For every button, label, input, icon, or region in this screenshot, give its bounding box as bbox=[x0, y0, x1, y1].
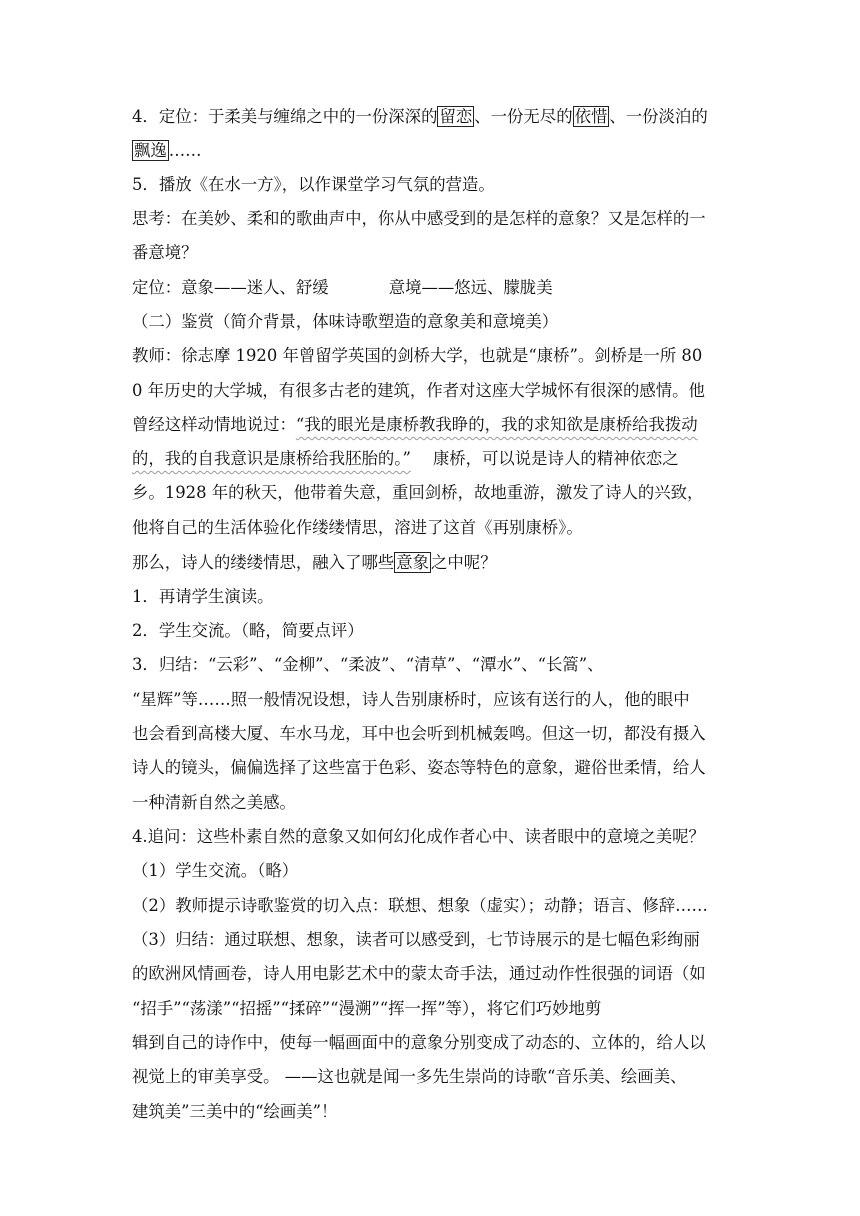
text-line-3: 5．播放《在水一方》，以作课堂学习气氛的营造。 bbox=[132, 175, 495, 194]
boxed-keyword: 留恋 bbox=[439, 107, 473, 126]
text-line-10 bbox=[132, 415, 698, 437]
text-line-17: 3．归结：“云彩”、“金柳”、“柔波”、“清草”、“潭水”、“长篙”、 bbox=[132, 655, 604, 674]
text-line-16: 2．学生交流。（略，简要点评） bbox=[132, 621, 364, 640]
text-line-6 bbox=[132, 278, 553, 300]
text-line-15: 1．再请学生演读。 bbox=[132, 587, 274, 606]
text-line-28: 辑到自己的诗作中，使每一幅画面中的意象分别变成了动态的、立体的，给人以 bbox=[132, 1033, 706, 1052]
text-line-30: 建筑美”三美中的“绘画美”！ bbox=[132, 1102, 338, 1121]
text-line-8: 教师：徐志摩 1920 年曾留学英国的剑桥大学，也就是“康桥”。剑桥是一所 80 bbox=[132, 346, 703, 365]
text-segment: 曾经这样动情地说过： bbox=[132, 415, 296, 434]
text-line-20: 诗人的镜头，偏偏选择了这些富于色彩、姿态等特色的意象，避俗世柔情，给人 bbox=[132, 758, 706, 777]
text-line-21: 一种清新自然之美感。 bbox=[132, 793, 296, 812]
text-segment: 4．定位：于柔美与缠绵之中的一份深深的 bbox=[132, 107, 438, 126]
text-line-1 bbox=[132, 106, 708, 128]
text-line-9: 0 年历史的大学城，有很多古老的建筑，作者对这座大学城怀有很深的感情。他 bbox=[132, 381, 705, 400]
text-line-5: 番意境？ bbox=[132, 243, 198, 262]
text-line-29: 视觉上的审美享受。 ——这也就是闻一多先生崇尚的诗歌“音乐美、绘画美、 bbox=[132, 1067, 687, 1086]
text-line-4: 思考：在美妙、柔和的歌曲声中，你从中感受到的是怎样的意象？又是怎样的一 bbox=[132, 209, 706, 228]
text-line-27: “招手”“荡漾”“招摇”“揉碎”“漫溯”“挥一挥”等），将它们巧妙地剪 bbox=[132, 999, 602, 1018]
text-line-25: （3）归结：通过联想、想象，读者可以感受到，七节诗展示的是七幅色彩绚丽 bbox=[132, 930, 700, 949]
text-line-23: （1）学生交流。（略） bbox=[132, 861, 299, 880]
text-line-11 bbox=[132, 449, 679, 471]
text-line-12: 乡。1928 年的秋天，他带着失意，重回剑桥，故地重游，激发了诗人的兴致， bbox=[132, 483, 704, 502]
text-line-14 bbox=[132, 552, 497, 574]
quote-underlined: “我的眼光是康桥教我睁的，我的求知欲是康桥给我拨动 bbox=[295, 415, 698, 434]
text-line-24: （2）教师提示诗歌鉴赏的切入点：联想、想象（虚实）；动静；语言、修辞…… bbox=[132, 896, 708, 915]
quote-underlined: 的，我的自我意识是康桥给我胚胎的。” bbox=[132, 449, 411, 468]
text-line-19: 也会看到高楼大厦、车水马龙，耳中也会听到机械轰鸣。但这一切，都没有摄入 bbox=[132, 724, 706, 743]
boxed-keyword: 意象 bbox=[396, 553, 430, 572]
text-line-2 bbox=[132, 140, 202, 162]
text-line-18: “星辉”等……照一般情况设想，诗人告别康桥时，应该有送行的人，他的眼中 bbox=[132, 690, 690, 709]
text-segment: 、一份无尽的 bbox=[474, 107, 573, 126]
text-line-7: （二）鉴赏（简介背景，体味诗歌塑造的意象美和意境美） bbox=[132, 312, 559, 331]
text-line-13: 他将自己的生活体验化作缕缕情思，溶进了这首《再别康桥》。 bbox=[132, 518, 583, 537]
text-line-26: 的欧洲风情画卷，诗人用电影艺术中的蒙太奇手法，通过动作性很强的词语（如 bbox=[132, 964, 706, 983]
text-segment: 意境——悠远、朦胧美 bbox=[388, 278, 553, 297]
text-segment: 康桥，可以说是诗人的精神依恋之 bbox=[432, 449, 679, 468]
boxed-keyword: 依惜 bbox=[574, 107, 608, 126]
text-segment: 之中呢？ bbox=[431, 553, 497, 572]
boxed-keyword: 飘逸 bbox=[134, 141, 167, 160]
text-line-22: 4.追问：这些朴素自然的意象又如何幻化成作者心中、读者眼中的意境之美呢？ bbox=[132, 827, 705, 846]
text-segment: …… bbox=[168, 141, 202, 160]
text-segment: 定位：意象——迷人、舒缓 bbox=[132, 278, 329, 297]
text-segment: 、一份淡泊的 bbox=[609, 107, 708, 126]
text-segment: 那么，诗人的缕缕情思，融入了哪些 bbox=[132, 553, 395, 572]
